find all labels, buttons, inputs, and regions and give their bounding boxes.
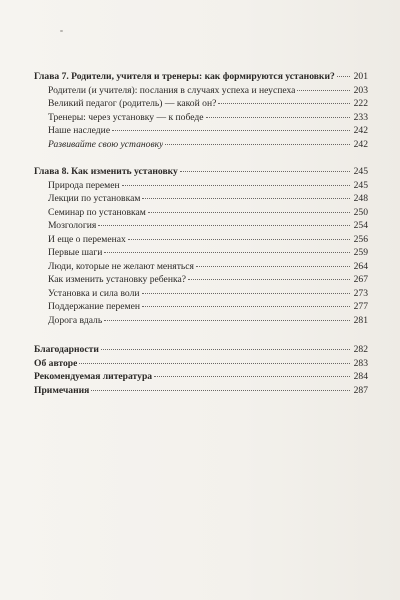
page-number: 273 (353, 287, 368, 299)
page-number: 259 (353, 247, 368, 258)
page-number: 287 (353, 384, 368, 396)
page-number: 256 (353, 233, 368, 245)
page-number: 281 (353, 314, 368, 326)
page-number: 250 (353, 206, 368, 218)
entry-title: Семинар по установкам (48, 206, 146, 218)
dot-leader (112, 130, 350, 131)
page-number: 233 (353, 111, 368, 123)
entry-title: Великий педагог (родитель) — какой он? (48, 98, 217, 109)
dot-leader (101, 349, 350, 350)
toc-acknowledgements[interactable] (34, 343, 368, 357)
dot-leader (180, 171, 350, 172)
toc-entry[interactable] (34, 192, 368, 206)
spacer (34, 151, 368, 165)
toc-entry[interactable] (34, 273, 368, 287)
page-number: 264 (353, 260, 368, 272)
dot-leader (79, 363, 350, 364)
entry-title: Природа перемен (48, 179, 120, 191)
dot-leader (98, 225, 350, 226)
chapter-title: Глава 7. Родители, учителя и тренеры: как формируются установки? (34, 71, 335, 82)
dot-leader (142, 293, 350, 294)
dot-leader (142, 306, 350, 307)
entry-title: Мозгология (48, 220, 97, 231)
dot-leader (122, 185, 350, 186)
back-title: Рекомендуемая литература (34, 371, 153, 382)
toc-notes[interactable] (34, 384, 368, 398)
dot-leader (337, 76, 350, 77)
toc-entry[interactable] (34, 111, 368, 125)
dot-leader (104, 252, 350, 253)
entry-title: Как изменить установку ребенка? (48, 274, 186, 285)
toc-chapter-7[interactable] (34, 70, 368, 84)
page-number: 203 (353, 84, 368, 96)
page-number: 245 (353, 179, 368, 191)
entry-title: Наше наследие (48, 125, 111, 136)
toc-entry[interactable] (34, 219, 368, 233)
entry-title: Первые шаги (48, 247, 103, 258)
toc-chapter-8[interactable] (34, 165, 368, 179)
entry-title: Дорога вдаль (48, 314, 103, 326)
entry-title: Тренеры: через установку — к победе (48, 111, 204, 123)
toc-entry[interactable] (34, 260, 368, 274)
dot-leader (196, 266, 350, 267)
page-speck (60, 30, 63, 32)
dot-leader (188, 279, 350, 280)
back-title: Благодарности (34, 344, 99, 355)
back-title: Примечания (34, 384, 90, 396)
entry-title: И еще о переменах (48, 233, 126, 245)
spacer (34, 327, 368, 343)
dot-leader (142, 198, 350, 199)
page-number: 284 (353, 371, 368, 382)
toc-about-author[interactable] (34, 357, 368, 371)
toc-entry[interactable] (34, 138, 368, 152)
toc-entry[interactable] (34, 300, 368, 314)
toc-entry[interactable] (34, 84, 368, 98)
dot-leader (297, 90, 350, 91)
entry-title: Люди, которые не желают меняться (48, 260, 194, 272)
page-number: 282 (353, 344, 368, 355)
page-number: 201 (353, 71, 368, 82)
page-number: 222 (353, 98, 368, 109)
entry-title: Лекции по установкам (48, 193, 141, 204)
toc-entry[interactable] (34, 233, 368, 247)
toc-entry[interactable] (34, 206, 368, 220)
dot-leader (148, 212, 350, 213)
entry-title: Установка и сила воли (48, 287, 140, 299)
dot-leader (91, 390, 350, 391)
page-number: 267 (353, 274, 368, 285)
toc-entry[interactable] (34, 179, 368, 193)
dot-leader (218, 103, 350, 104)
toc-entry[interactable] (34, 287, 368, 301)
chapter-title: Глава 8. Как изменить установку (34, 166, 178, 177)
toc-entry[interactable] (34, 246, 368, 260)
page-number: 283 (353, 357, 368, 369)
entry-title: Родители (и учителя): послания в случаях успеха и неуспеха (48, 84, 296, 96)
page-number: 245 (353, 166, 368, 177)
back-title: Об авторе (34, 357, 78, 369)
page-number: 254 (353, 220, 368, 231)
dot-leader (206, 117, 350, 118)
table-of-contents (34, 70, 368, 397)
entry-title: Развивайте свою установку (48, 138, 164, 150)
page-number: 277 (353, 301, 368, 312)
toc-recommended-reading[interactable] (34, 370, 368, 384)
entry-title: Поддержание перемен (48, 301, 140, 312)
toc-entry[interactable] (34, 124, 368, 138)
toc-entry[interactable] (34, 97, 368, 111)
dot-leader (154, 376, 350, 377)
dot-leader (165, 144, 350, 145)
dot-leader (104, 320, 350, 321)
page-number: 242 (353, 125, 368, 136)
page-number: 242 (353, 138, 368, 150)
dot-leader (128, 239, 350, 240)
toc-entry[interactable] (34, 314, 368, 328)
page-number: 248 (353, 193, 368, 204)
